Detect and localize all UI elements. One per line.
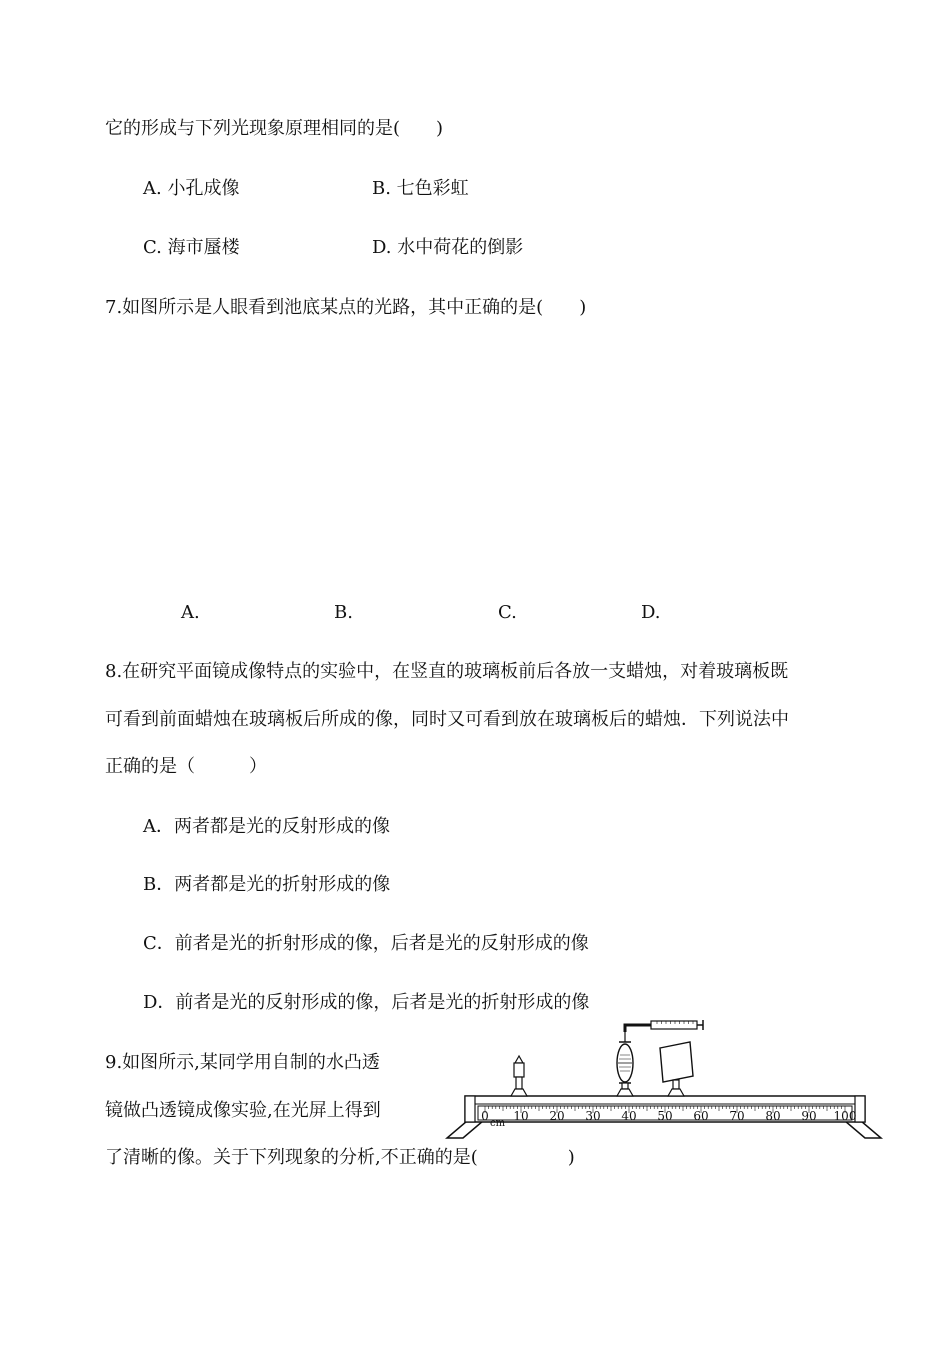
- ruler-unit-label: cm: [490, 1118, 506, 1129]
- q6-stem: 它的形成与下列光现象原理相同的是( ): [105, 118, 444, 139]
- q7-option-b[interactable]: B.: [334, 602, 353, 623]
- q6-option-a[interactable]: A. 小孔成像: [143, 178, 240, 199]
- q9-stem-line-1: 9.如图所示,某同学用自制的水凸透: [105, 1052, 380, 1073]
- ruler-tick-label: 60: [693, 1109, 709, 1123]
- q8-option-d[interactable]: D．前者是光的反射形成的像，后者是光的折射形成的像: [143, 992, 590, 1013]
- ruler-tick-label: 80: [765, 1109, 781, 1123]
- q7-option-c[interactable]: C.: [498, 602, 517, 623]
- q8-option-b[interactable]: B．两者都是光的折射形成的像: [143, 874, 391, 895]
- q9-stem-line-2: 镜做凸透镜成像实验,在光屏上得到: [105, 1100, 381, 1121]
- q9-optical-bench-figure: [445, 1018, 885, 1143]
- q8-stem-line-1: 8.在研究平面镜成像特点的实验中，在竖直的玻璃板前后各放一支蜡烛，对着玻璃板既: [105, 661, 789, 682]
- ruler-tick-label: 100: [833, 1109, 857, 1123]
- bench-right-leg: [845, 1121, 881, 1138]
- candle: [511, 1056, 527, 1096]
- q7-option-d[interactable]: D.: [641, 602, 661, 623]
- ruler-tick-label: 90: [801, 1109, 817, 1123]
- q6-option-b[interactable]: B. 七色彩虹: [372, 178, 469, 199]
- ruler-tick-label: 10: [513, 1109, 529, 1123]
- q6-option-c[interactable]: C. 海市蜃楼: [143, 237, 240, 258]
- syringe: [651, 1021, 697, 1029]
- q8-stem-line-3: 正确的是（ ）: [105, 756, 267, 777]
- ruler-tick-label: 40: [621, 1109, 637, 1123]
- q9-stem-line-3: 了清晰的像。关于下列现象的分析,不正确的是( ): [105, 1147, 575, 1168]
- q8-option-a[interactable]: A．两者都是光的反射形成的像: [143, 816, 390, 837]
- q8-option-c[interactable]: C．前者是光的折射形成的像，后者是光的反射形成的像: [143, 933, 589, 954]
- ruler-tick-label: 70: [729, 1109, 745, 1123]
- ruler-tick-label: 50: [657, 1109, 673, 1123]
- bench-left-leg: [447, 1121, 483, 1138]
- q7-figure-area: [150, 350, 800, 580]
- ruler-tick-label: 0: [481, 1109, 489, 1123]
- light-screen: [660, 1042, 693, 1096]
- q7-option-a[interactable]: A.: [181, 602, 200, 623]
- q8-stem-line-2: 可看到前面蜡烛在玻璃板后所成的像，同时又可看到放在玻璃板后的蜡烛．下列说法中: [105, 709, 789, 730]
- ruler-tick-label: 30: [585, 1109, 601, 1123]
- q6-option-d[interactable]: D. 水中荷花的倒影: [372, 237, 524, 258]
- q7-stem: 7.如图所示是人眼看到池底某点的光路，其中正确的是( ): [105, 297, 587, 318]
- ruler-tick-label: 20: [549, 1109, 565, 1123]
